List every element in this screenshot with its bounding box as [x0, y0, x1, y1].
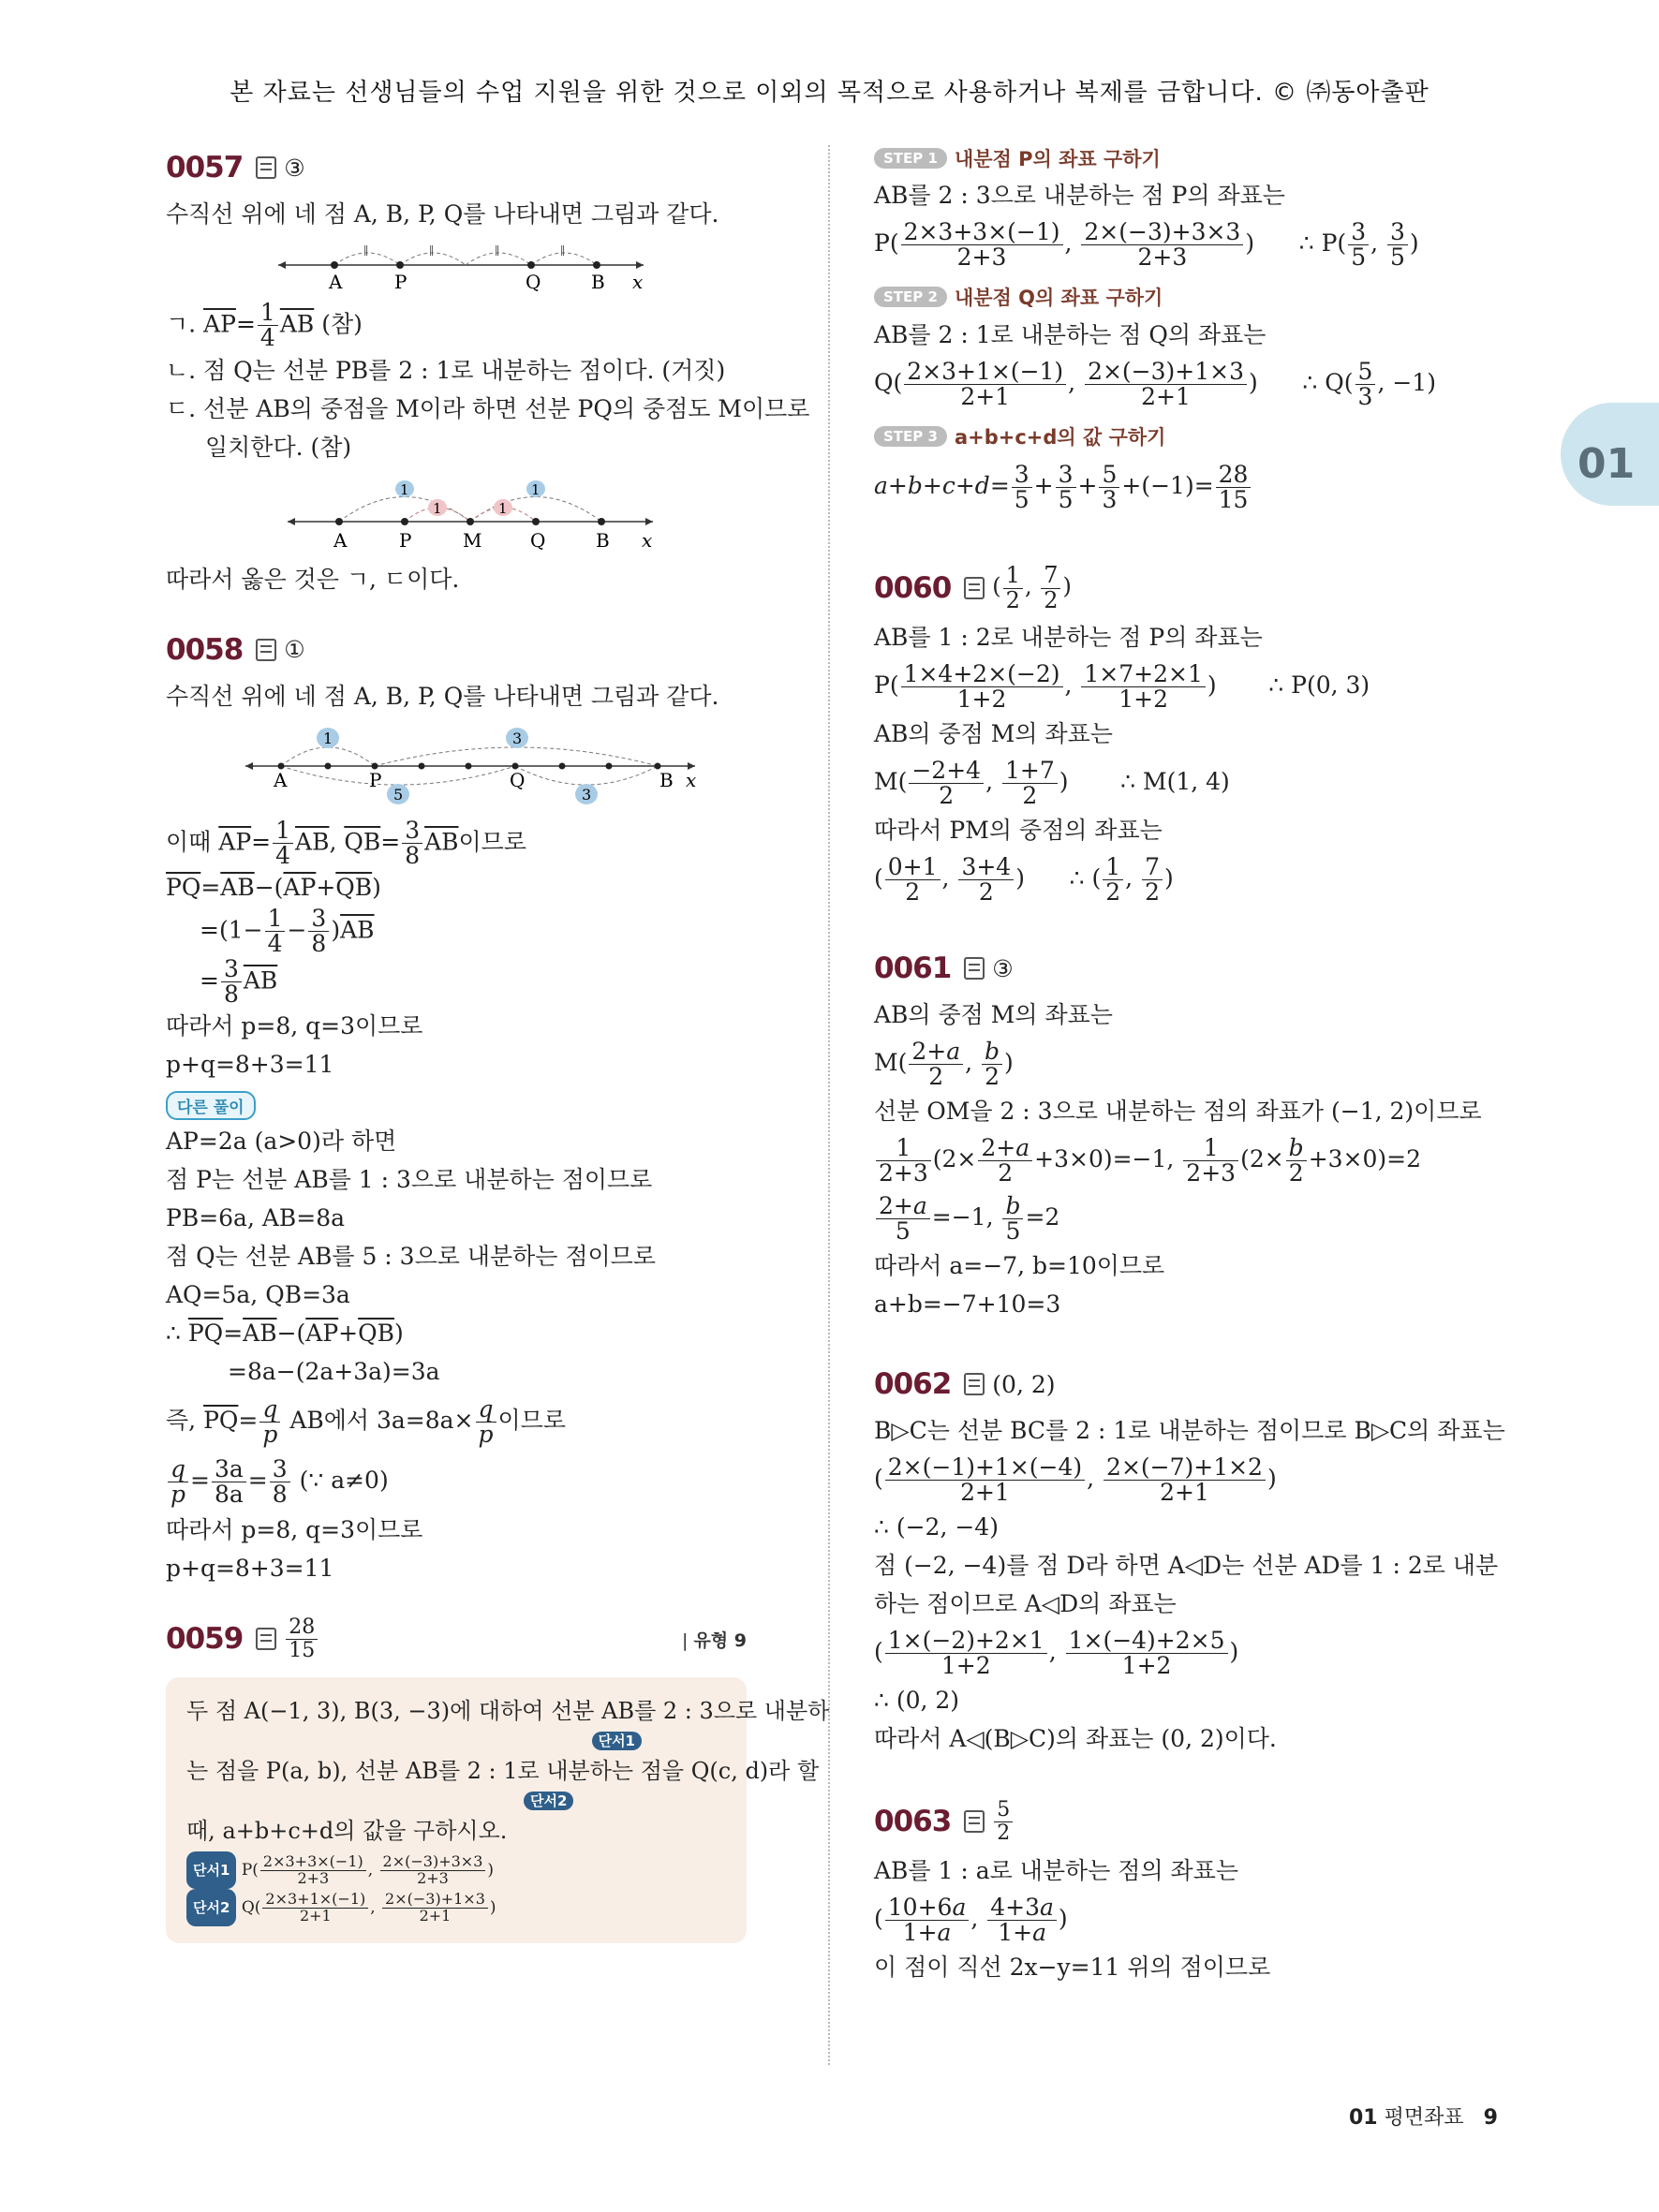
- label-Q: Q: [526, 271, 541, 293]
- column-divider: [828, 145, 830, 2065]
- left-column: [166, 140, 830, 1943]
- answer-icon: [964, 957, 985, 980]
- text-line: B▷C는 선분 BC를 2 : 1로 내분하는 점이므로 B▷C의 좌표는: [874, 1417, 1505, 1444]
- mark-1: 1: [433, 499, 442, 517]
- text-line: AB의 중점 M의 좌표는: [874, 1001, 1113, 1028]
- label-B: B: [591, 271, 605, 293]
- alt-line: $\frac{q}{p}$ = $\frac{3a}{8a}$ = $\frac{3}{8}$ (∵ a≠0): [166, 1451, 793, 1511]
- alt-line: 점 P는 선분 AB를 1 : 3으로 내분하는 점이므로: [166, 1166, 653, 1193]
- statement-3b: 일치한다. (참): [205, 433, 352, 461]
- step-badge: STEP 1: [874, 148, 947, 169]
- step-title: 내분점 P의 좌표 구하기: [954, 148, 1161, 170]
- text-line: AB의 중점 M의 좌표는: [874, 720, 1113, 747]
- problem-0058-header: [166, 623, 793, 677]
- mark-3: 3: [582, 785, 592, 804]
- eq-line: M( $\frac{2+a}{2}$ , $\frac{b}{2}$ ): [874, 1037, 1014, 1090]
- problem-0060-header: [874, 558, 1502, 618]
- text-line: 하는 점이므로 A◁D의 좌표는: [874, 1590, 1177, 1617]
- problem-0059-box: [166, 1677, 830, 1943]
- problem-number: 0062: [874, 1367, 952, 1401]
- eq-line: ( $\frac{0+1}{2}$ , $\frac{3+4}{2}$ ) ∴ ( $\frac{1}{2}$ , $\frac{7}{2}$ ): [874, 852, 1174, 906]
- text-line: 수직선 위에 네 점 A, B, P, Q를 나타내면 그림과 같다.: [166, 682, 719, 710]
- number-line-diagram-0057b: [288, 470, 812, 554]
- box-line: 두 점 A(−1, 3), B(3, −3)에 대하여 선분 AB를 2 : 3으로 내분하: [186, 1698, 830, 1724]
- eq-line: 이때 $\overline{AP}=$ $\frac{1}{4}$ $\overline{AB}$, $\overline{QB}=$ $\frac{3}{8}$ $\overline{AB}$이므로: [166, 816, 526, 869]
- problem-0063-header: [874, 1792, 1502, 1851]
- text-line: 따라서 A◁(B▷C)의 좌표는 (0, 2)이다.: [874, 1725, 1277, 1752]
- problem-0057-header: [166, 140, 793, 195]
- problem-0059-header: [166, 1612, 775, 1666]
- eq-line: ( $\frac{2\times(-1)+1\times(-4)}{2+1}$ , $\frac{2\times(-7)+1\times 2}{2+1}$ ): [874, 1453, 1277, 1506]
- svg-text:∥: ∥: [429, 244, 435, 258]
- text-line: 선분 OM을 2 : 3으로 내분하는 점의 좌표가 (−1, 2)이므로: [874, 1098, 1482, 1125]
- eq-line: M( $\frac{-2+4}{2}$ , $\frac{1+7}{2}$ ) ∴ M(1, 4): [874, 756, 1230, 809]
- alt-solution-tag: 다른 풀이: [166, 1091, 256, 1120]
- answer-value: ( $\frac{1}{2}$ , $\frac{7}{2}$ ): [992, 562, 1072, 613]
- text-line: 수직선 위에 네 점 A, B, P, Q를 나타내면 그림과 같다.: [166, 200, 719, 228]
- mark-1: 1: [400, 480, 409, 498]
- alt-line: PB=6a, AB=8a: [166, 1204, 346, 1231]
- box-line: 는 점을 P(a, b), 선분 AB를 2 : 1로 내분하는 점을 Q(c, d)라 할: [186, 1758, 820, 1784]
- alt-line: 점 Q는 선분 AB를 5 : 3으로 내분하는 점이므로: [166, 1243, 656, 1270]
- text-line: AB를 1 : 2로 내분하는 점 P의 좌표는: [874, 624, 1263, 651]
- svg-text:∥: ∥: [495, 244, 500, 258]
- alt-line: =8a−(2a+3a)=3a: [228, 1358, 440, 1385]
- eq-line: $\frac{2+a}{5}$ =−1, $\frac{b}{5}$ =2: [874, 1188, 1502, 1246]
- clue-badge: 단서1: [592, 1732, 642, 1750]
- mark-1: 1: [531, 480, 541, 498]
- statement-1: ㄱ. $\overline{AP}=$ $\frac{1}{4}$ $\overline{AB}$ (참): [166, 299, 363, 352]
- answer-value: ③: [284, 154, 305, 182]
- page-footer: [1349, 2101, 1498, 2131]
- svg-text:∥: ∥: [363, 244, 369, 258]
- mark-3: 3: [512, 729, 523, 747]
- eq-line: = $\frac{3}{8}$ $\overline{AB}$: [200, 954, 278, 1008]
- eq-line: a+b+c+d= $\frac{3}{5}$ + $\frac{3}{5}$ + $\frac{5}{3}$ +(−1)= $\frac{28}{15}$: [874, 455, 1502, 517]
- problem-number: 0063: [874, 1805, 952, 1838]
- problem-number: 0060: [874, 571, 952, 605]
- answer-value: ③: [992, 954, 1014, 982]
- alt-line: p+q=8+3=11: [166, 1555, 334, 1582]
- label-A: A: [329, 271, 343, 293]
- label-Q: Q: [530, 528, 546, 552]
- text-line: AB를 1 : a로 내분하는 점의 좌표는: [874, 1857, 1238, 1884]
- alt-line: AP=2a (a>0)라 하면: [166, 1128, 397, 1155]
- text-line: AB를 2 : 3으로 내분하는 점 P의 좌표는: [874, 182, 1285, 209]
- answer-value: $\frac{28}{15}$: [286, 1616, 318, 1660]
- problem-0062-header: [874, 1357, 1502, 1411]
- clue-badge: 단서2: [524, 1792, 573, 1810]
- text-line: AB를 2 : 1로 내분하는 점 Q의 좌표는: [874, 321, 1266, 348]
- mark-1: 1: [498, 499, 508, 517]
- eq-line: Q( $\frac{2\times 3+1\times(-1)}{2+1}$ , $\frac{2\times(-3)+1\times 3}{2+1}$ ) ∴ Q( $\frac{5}{3}$ , −1): [874, 357, 1436, 410]
- mark-5: 5: [393, 785, 404, 804]
- text-line: 따라서 a=−7, b=10이므로: [874, 1252, 1165, 1279]
- problem-number: 0057: [166, 151, 244, 184]
- eq-line: ( $\frac{10+6a}{1+a}$ , $\frac{4+3a}{1+a}$ ): [874, 1893, 1068, 1946]
- conclusion: p+q=8+3=11: [166, 1051, 334, 1078]
- conclusion: 따라서 p=8, q=3이므로: [166, 1012, 423, 1040]
- label-P: P: [399, 528, 412, 552]
- clue-line: 단서2 Q( $\frac{2\times 3+1\times(-1)}{2+1}$ , $\frac{2\times(-3)+1\times 3}{2+1}$ ): [186, 1889, 726, 1926]
- eq-line: P( $\frac{2\times 3+3\times(-1)}{2+3}$ , $\frac{2\times(-3)+3\times 3}{2+3}$ ) ∴ P( $\frac{3}{5}$ , $\frac{3}{5}$ ): [874, 217, 1419, 271]
- answer-icon: [964, 1810, 985, 1833]
- step-title: 내분점 Q의 좌표 구하기: [954, 287, 1163, 309]
- footer-chapter: 01: [1349, 2106, 1378, 2130]
- mark-1: 1: [323, 729, 333, 747]
- label-B: B: [596, 528, 610, 552]
- page-number: 9: [1483, 2106, 1498, 2130]
- answer-value: ①: [284, 636, 305, 663]
- label-x: x: [632, 271, 644, 293]
- right-column: [874, 140, 1505, 1986]
- statement-3a: ㄷ. 선분 AB의 중점을 M이라 하면 선분 PQ의 중점도 M이므로: [166, 394, 810, 422]
- chapter-side-tab-number: 01: [1578, 440, 1636, 488]
- copyright-notice: 본 자료는 선생님들의 수업 지원을 위한 것으로 이외의 목적으로 사용하거나 복제를 금합니다. © ㈜동아출판: [230, 79, 1429, 107]
- problem-number: 0061: [874, 951, 952, 985]
- step-title: a+b+c+d의 값 구하기: [954, 426, 1166, 449]
- answer-value: (0, 2): [992, 1370, 1056, 1398]
- problem-number: 0059: [166, 1622, 244, 1656]
- number-line-diagram-0058: [245, 719, 770, 813]
- box-line: 때, a+b+c+d의 값을 구하시오.: [186, 1818, 508, 1844]
- problem-number: 0058: [166, 632, 244, 667]
- number-line-diagram-0057a: [278, 237, 803, 295]
- answer-icon: [964, 1373, 985, 1395]
- text-line: 따라서 PM의 중점의 좌표는: [874, 817, 1163, 844]
- alt-line: 따라서 p=8, q=3이므로: [166, 1516, 423, 1543]
- svg-text:∥: ∥: [560, 244, 566, 258]
- eq-line: $\overline{PQ}=\overline{AB}-(\overline{AP}+\overline{QB})$: [166, 874, 381, 901]
- eq-line: $\frac{1}{2+3}$ (2× $\frac{2+a}{2}$ +3×0)=−1, $\frac{1}{2+3}$ (2× $\frac{b}{2}$ +3×0)=2: [874, 1130, 1502, 1188]
- text-line: a+b=−7+10=3: [874, 1290, 1061, 1318]
- text-line: ∴ (0, 2): [874, 1687, 960, 1714]
- footer-title: 평면좌표: [1384, 2106, 1464, 2130]
- alt-line: AQ=5a, QB=3a: [166, 1281, 350, 1308]
- answer-icon: [256, 1628, 276, 1650]
- answer-icon: [964, 577, 985, 599]
- answer-icon: [256, 156, 276, 179]
- label-x: x: [642, 528, 653, 552]
- label-P: P: [394, 271, 407, 293]
- answer-icon: [256, 639, 276, 661]
- label-x: x: [686, 768, 697, 791]
- answer-value: $\frac{5}{2}$: [994, 1799, 1013, 1843]
- text-line: ∴ (−2, −4): [874, 1513, 999, 1541]
- step-badge: STEP 3: [874, 426, 947, 447]
- eq-line: P( $\frac{1\times 4+2\times(-2)}{1+2}$ , $\frac{1\times 7+2\times 1}{1+2}$ ) ∴ P(0, 3): [874, 659, 1370, 713]
- label-B: B: [659, 768, 674, 791]
- eq-line: ( $\frac{1\times(-2)+2\times 1}{1+2}$ , $\frac{1\times(-4)+2\times 5}{1+2}$ ): [874, 1626, 1239, 1679]
- label-P: P: [369, 768, 382, 791]
- label-A: A: [333, 528, 348, 552]
- eq-line: =(1− $\frac{1}{4}$ − $\frac{3}{8}$ )$\overline{AB}$: [200, 905, 375, 958]
- problem-type-label: | 유형 9: [682, 1630, 747, 1651]
- label-A: A: [274, 768, 288, 791]
- problem-0061-header: [874, 941, 1502, 995]
- clue-line: 단서1 P( $\frac{2\times 3+3\times(-1)}{2+3}$ , $\frac{2\times(-3)+3\times 3}{2+3}$ ): [186, 1851, 726, 1889]
- step-badge: STEP 2: [874, 287, 947, 307]
- alt-line: 즉, $\overline{PQ}=$ $\frac{q}{p}$ AB에서 3a=8a× $\frac{q}{p}$ 이므로: [166, 1394, 566, 1448]
- alt-line: ∴ $\overline{PQ}=\overline{AB}-(\overline{AP}+\overline{QB})$: [166, 1320, 404, 1347]
- label-Q: Q: [510, 768, 526, 791]
- statement-2: ㄴ. 점 Q는 선분 PB를 2 : 1로 내분하는 점이다. (거짓): [166, 356, 726, 384]
- text-line: 이 점이 직선 2x−y=11 위의 점이므로: [874, 1954, 1271, 1981]
- label-M: M: [463, 528, 482, 552]
- text-line: 점 (−2, −4)를 점 D라 하면 A◁D는 선분 AD를 1 : 2로 내분: [874, 1552, 1499, 1579]
- conclusion: 따라서 옳은 것은 ㄱ, ㄷ이다.: [166, 565, 460, 593]
